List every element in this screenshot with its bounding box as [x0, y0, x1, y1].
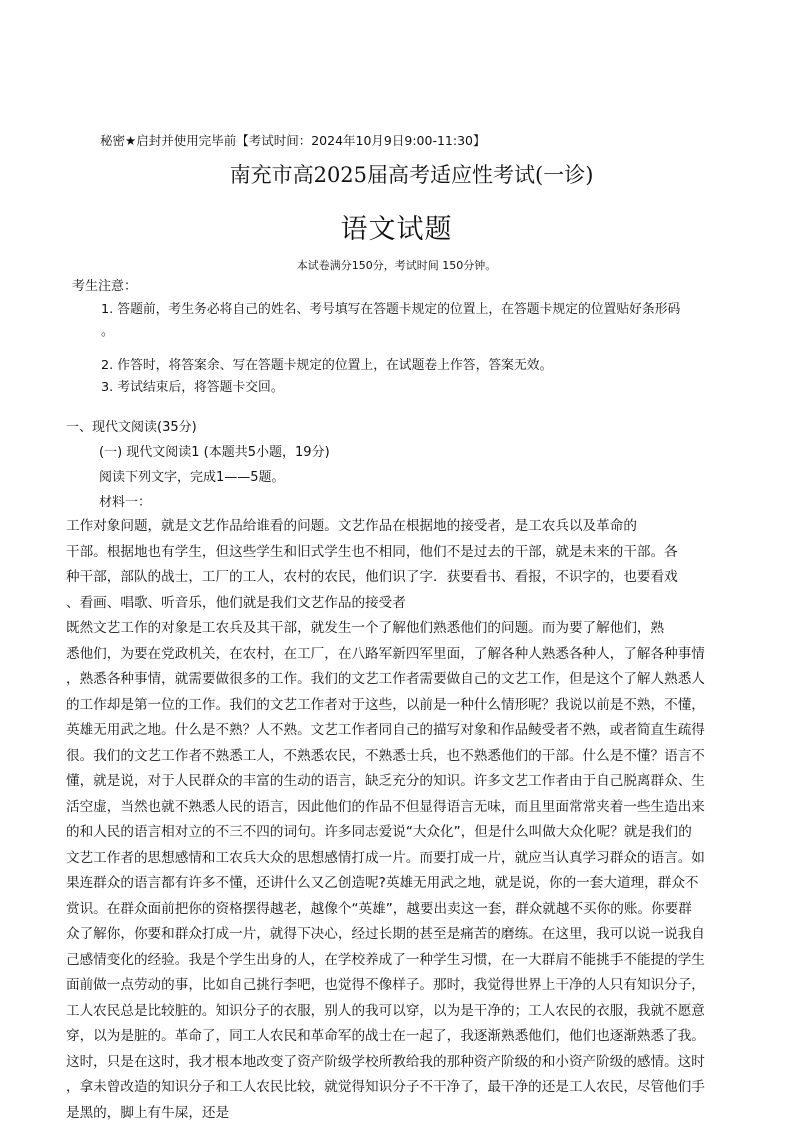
- passage-line: 的和人民的语言相对立的不三不四的词句。许多同志爱说“大众化”，但是什么叫做大众化呢？就是我们的: [66, 820, 736, 846]
- passage-line: 这时，只是在这时，我才根本地改变了资产阶级学校所教给我的那种资产阶级的和小资产阶级的感情。这时: [66, 1050, 736, 1076]
- passage-line: 穿，以为是脏的。革命了，同工人农民和革命军的战士在一起了，我逐渐熟悉他们，他们也逐渐熟悉了我。: [66, 1024, 736, 1050]
- passage-line: 工人农民总是比较脏的。知识分子的衣服，别人的我可以穿，以为是干净的；工人农民的衣服，我就不愿意: [66, 999, 736, 1025]
- passage-line: 工作对象问题，就是文艺作品给谁看的问题。文艺作品在根据地的接受者，是工农兵以及革命的: [66, 514, 736, 540]
- notice-item-2: 2. 作答时，将答案余、写在答题卡规定的位置上，在试题卷上作答，答案无效。: [101, 354, 552, 373]
- passage-line: 干部。根据地也有学生，但这些学生和旧式学生也不相同，他们不是过去的干部，就是未来的干部。各: [66, 540, 736, 566]
- passage-line: 赏识。在群众面前把你的资格摆得越老，越像个“英雄”，越要出卖这一套，群众就越不买你的账。你要群: [66, 897, 736, 923]
- passage-line: 种干部，部队的战士，工厂的工人，农村的农民，他们识了字．获要看书、看报，不识字的，也要看戏: [66, 565, 736, 591]
- confidential-notice: 秘密★启封并使用完毕前【考试时间：2024年10月9日9:00-11:30】: [100, 131, 485, 149]
- section-heading: 一、现代文阅读(35分): [66, 416, 197, 435]
- subject-title: 语文试题: [0, 207, 793, 246]
- material-label: 材料一：: [99, 491, 151, 510]
- passage-line: 众了解你，你要和群众打成一片，就得下决心，经过长期的甚至是痛苦的磨练。在这里，我可以说一说我自: [66, 922, 736, 948]
- passage-body: [66, 514, 736, 1126]
- notice-item-1-continued: 。: [101, 320, 114, 339]
- exam-title: 南充市高2025届高考适应性考试(一诊): [0, 159, 793, 189]
- passage-line: 的工作却是第一位的工作。我们的文艺工作者对于这些，以前是一种什么情形呢？我说以前是不熟，不懂，: [66, 693, 736, 719]
- passage-line: 悉他们，为要在党政机关，在农村，在工厂，在八路军新四军里面，了解各种人熟悉各种人，了解各种事情: [66, 642, 736, 668]
- notice-item-1: 1. 答题前，考生务必将自己的姓名、考号填写在答题卡规定的位置上，在答题卡规定的位置贴好条形码: [101, 298, 680, 317]
- passage-line: 己感情变化的经验。我是个学生出身的人，在学校养成了一种学生习惯，在一大群肩不能挑手不能提的学生: [66, 948, 736, 974]
- score-info: 本试卷满分150分，考试时间 150分钟。: [0, 257, 793, 273]
- passage-line: 、看画、唱歌、听音乐，他们就是我们文艺作品的接受者: [66, 591, 736, 617]
- passage-line: 英雄无用武之地。什么是不熟？人不熟。文艺工作者同自己的描写对象和作品鲮受者不熟，或者简直生疏得: [66, 718, 736, 744]
- passage-line: 懂，就是说，对于人民群众的丰富的生动的语言，缺乏充分的知识。许多文艺工作者由于自己脱离群众、生: [66, 769, 736, 795]
- passage-line: ，拿未曾改造的知识分子和工人农民比较，就觉得知识分子不干净了，最干净的还是工人农民，尽管他们手: [66, 1075, 736, 1101]
- section-instruction: 阅读下列文字，完成1——5题。: [99, 466, 285, 485]
- passage-line: 既然文艺工作的对象是工农兵及其干部，就发生一个了解他们熟悉他们的问题。而为要了解他们，熟: [66, 616, 736, 642]
- passage-line: 是黑的，脚上有牛屎，还是: [66, 1101, 736, 1126]
- passage-line: ，熟悉各种事情，就需要做很多的工作。我们的文艺工作者需要做自己的文艺工作，但是这个了解人熟悉人: [66, 667, 736, 693]
- notice-title: 考生注意：: [72, 275, 137, 294]
- passage-line: 很。我们的文艺工作者不熟悉工人，不熟悉农民，不熟悉士兵，也不熟悉他们的干部。什么是不懂？语言不: [66, 744, 736, 770]
- passage-line: 果连群众的语言都有许多不懂，还讲什么又乙创造呢?英雄无用武之地，就是说，你的一套大道理，群众不: [66, 871, 736, 897]
- passage-line: 文艺工作者的思想感情和工农兵大众的思想感情打成一片。而要打成一片，就应当认真学习群众的语言。如: [66, 846, 736, 872]
- section-sub-heading: (一) 现代文阅读1 (本题共5小题，19分): [99, 441, 330, 460]
- passage-line: 活空虚，当然也就不熟悉人民的语言，因此他们的作品不但显得语言无味，而且里面常常夹着一些生造出来: [66, 795, 736, 821]
- passage-line: 面前做一点劳动的事，比如自己挑行李吧，也觉得不像样子。那时，我觉得世界上干净的人只有知识分子，: [66, 973, 736, 999]
- notice-item-3: 3. 考试结束后，将答题卡交回。: [101, 376, 284, 395]
